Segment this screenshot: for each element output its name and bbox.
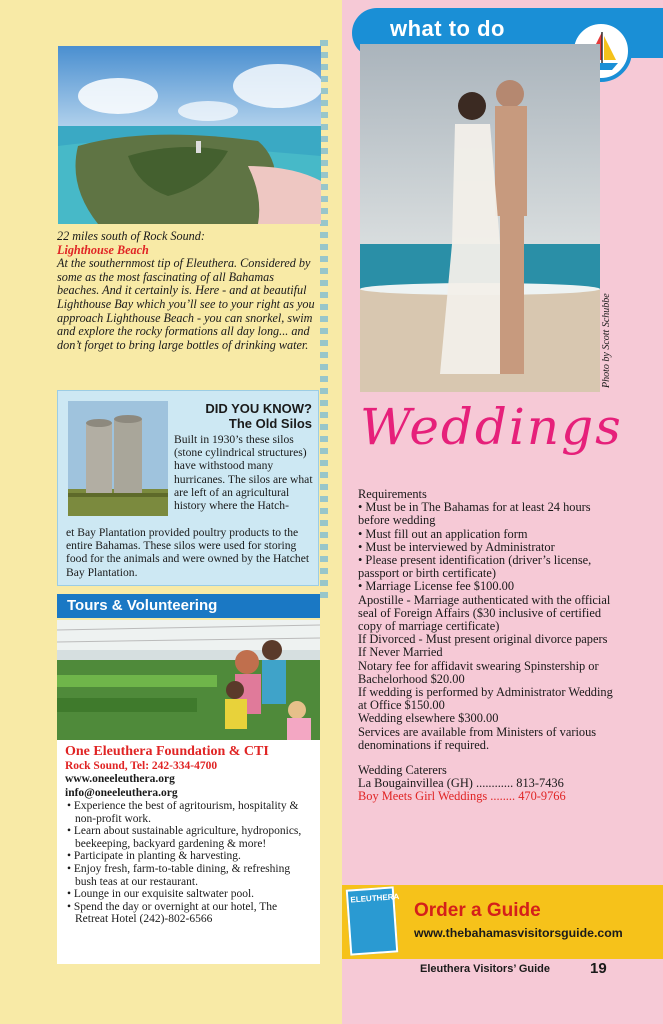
list-item: • Enjoy fresh, farm-to-table dining, & refreshing bush teas at our restaurant.	[65, 863, 312, 888]
photo-credit: Photo by Scott Schubbe	[601, 293, 612, 388]
tours-heading: Tours & Volunteering	[57, 594, 320, 618]
order-guide-title[interactable]: Order a Guide	[414, 900, 541, 921]
list-item: • Spend the day or overnight at our hotel, The Retreat Hotel (242)-802-6566	[65, 901, 312, 926]
did-you-know-body-bottom: et Bay Plantation provided poultry products to the entire Bahamas. These silos were used for storing food for the animals and were owned by the Hatchet Bay Plantation.	[66, 526, 310, 579]
column-divider	[320, 40, 328, 600]
wedding-couple-photo	[360, 44, 600, 392]
org-address: Rock Sound, Tel: 242-334-4700	[65, 760, 218, 772]
list-item: • Experience the best of agritourism, hospitality & non-profit work.	[65, 800, 312, 825]
list-item: • Lounge in our exquisite saltwater pool.	[65, 888, 312, 901]
lighthouse-body: At the southernmost tip of Eleuthera. Considered by some as the most fascinating of all Bahamas beaches. And it certainly is. Here - and at beautiful Lighthouse Bay which you’ll see to your right as you approach Lighthouse Beach - you can snorkel, swim and explore the rocky formations all day long... and don’t forget to bring large bottles of drinking water.	[57, 256, 315, 352]
req-line: Wedding elsewhere $300.00	[358, 711, 499, 726]
tours-bullet-list	[65, 800, 312, 926]
did-you-know-box	[57, 390, 319, 586]
req-line: Apostille - Marriage authenticated with the official seal of Foreign Affairs ($30 inclusive of certified copy of marriage certificate)	[358, 592, 611, 634]
req-line: If Divorced - Must present original divorce papers	[358, 632, 608, 647]
caterer-line: La Bougainvillea (GH) ............ 813-7436	[358, 776, 564, 791]
did-you-know-heading: DID YOU KNOW?	[205, 401, 312, 416]
did-you-know-body-top: Built in 1930’s these silos (stone cylindrical structures) have withstood many hurricanes. The silos are what are left of an agricultural history where the Hatch-	[174, 433, 313, 513]
req-line: • Marriage License fee $100.00	[358, 579, 515, 594]
req-line: • Please present identification (driver’s license, passport or birth certificate)	[358, 553, 592, 581]
old-silos-heading: The Old Silos	[228, 416, 312, 431]
wedding-requirements	[358, 488, 618, 804]
lighthouse-location: 22 miles south of Rock Sound:	[57, 229, 205, 243]
lighthouse-beach-photo	[58, 46, 321, 224]
page-number: 19	[590, 960, 607, 977]
req-line: Services are available from Ministers of various denominations if required.	[358, 724, 597, 752]
req-line: If Never Married	[358, 645, 443, 660]
greenhouse-photo	[57, 620, 320, 740]
org-name: One Eleuthera Foundation & CTI	[65, 744, 269, 759]
guide-cover-text: ELEUTHERA	[350, 892, 400, 905]
old-silos-photo	[68, 401, 168, 516]
lighthouse-title: Lighthouse Beach	[57, 242, 149, 257]
tours-info-box	[57, 740, 320, 964]
lighthouse-caption	[57, 230, 319, 352]
guide-cover-image	[346, 886, 398, 955]
footer-label: Eleuthera Visitors’ Guide	[420, 963, 551, 975]
list-item: • Learn about sustainable agriculture, hydroponics, beekeeping, backyard gardening & more!	[65, 825, 312, 850]
caterers-heading: Wedding Caterers	[358, 763, 447, 778]
did-you-know-title	[205, 401, 312, 431]
req-line: • Must fill out an application form	[358, 526, 528, 541]
order-guide-url[interactable]: www.thebahamasvisitorsguide.com	[414, 926, 623, 940]
org-website[interactable]: www.oneeleuthera.org	[65, 773, 175, 785]
req-line: • Must be interviewed by Administrator	[358, 539, 555, 554]
req-line: Notary fee for affidavit swearing Spinstership or	[358, 658, 599, 673]
req-line: If wedding is performed by Administrator Wedding at Office $150.00	[358, 685, 613, 713]
section-title: what to do	[390, 16, 505, 41]
caterer-line: Boy Meets Girl Weddings ........ 470-9766	[358, 789, 566, 804]
req-line: Bachelorhood $20.00	[358, 671, 465, 686]
req-line: Requirements	[358, 487, 427, 501]
org-email[interactable]: info@oneeleuthera.org	[65, 786, 178, 799]
list-item: • Participate in planting & harvesting.	[65, 850, 312, 863]
weddings-title: Weddings	[360, 398, 623, 456]
req-line: • Must be in The Bahamas for at least 24 hours before wedding	[358, 500, 591, 528]
